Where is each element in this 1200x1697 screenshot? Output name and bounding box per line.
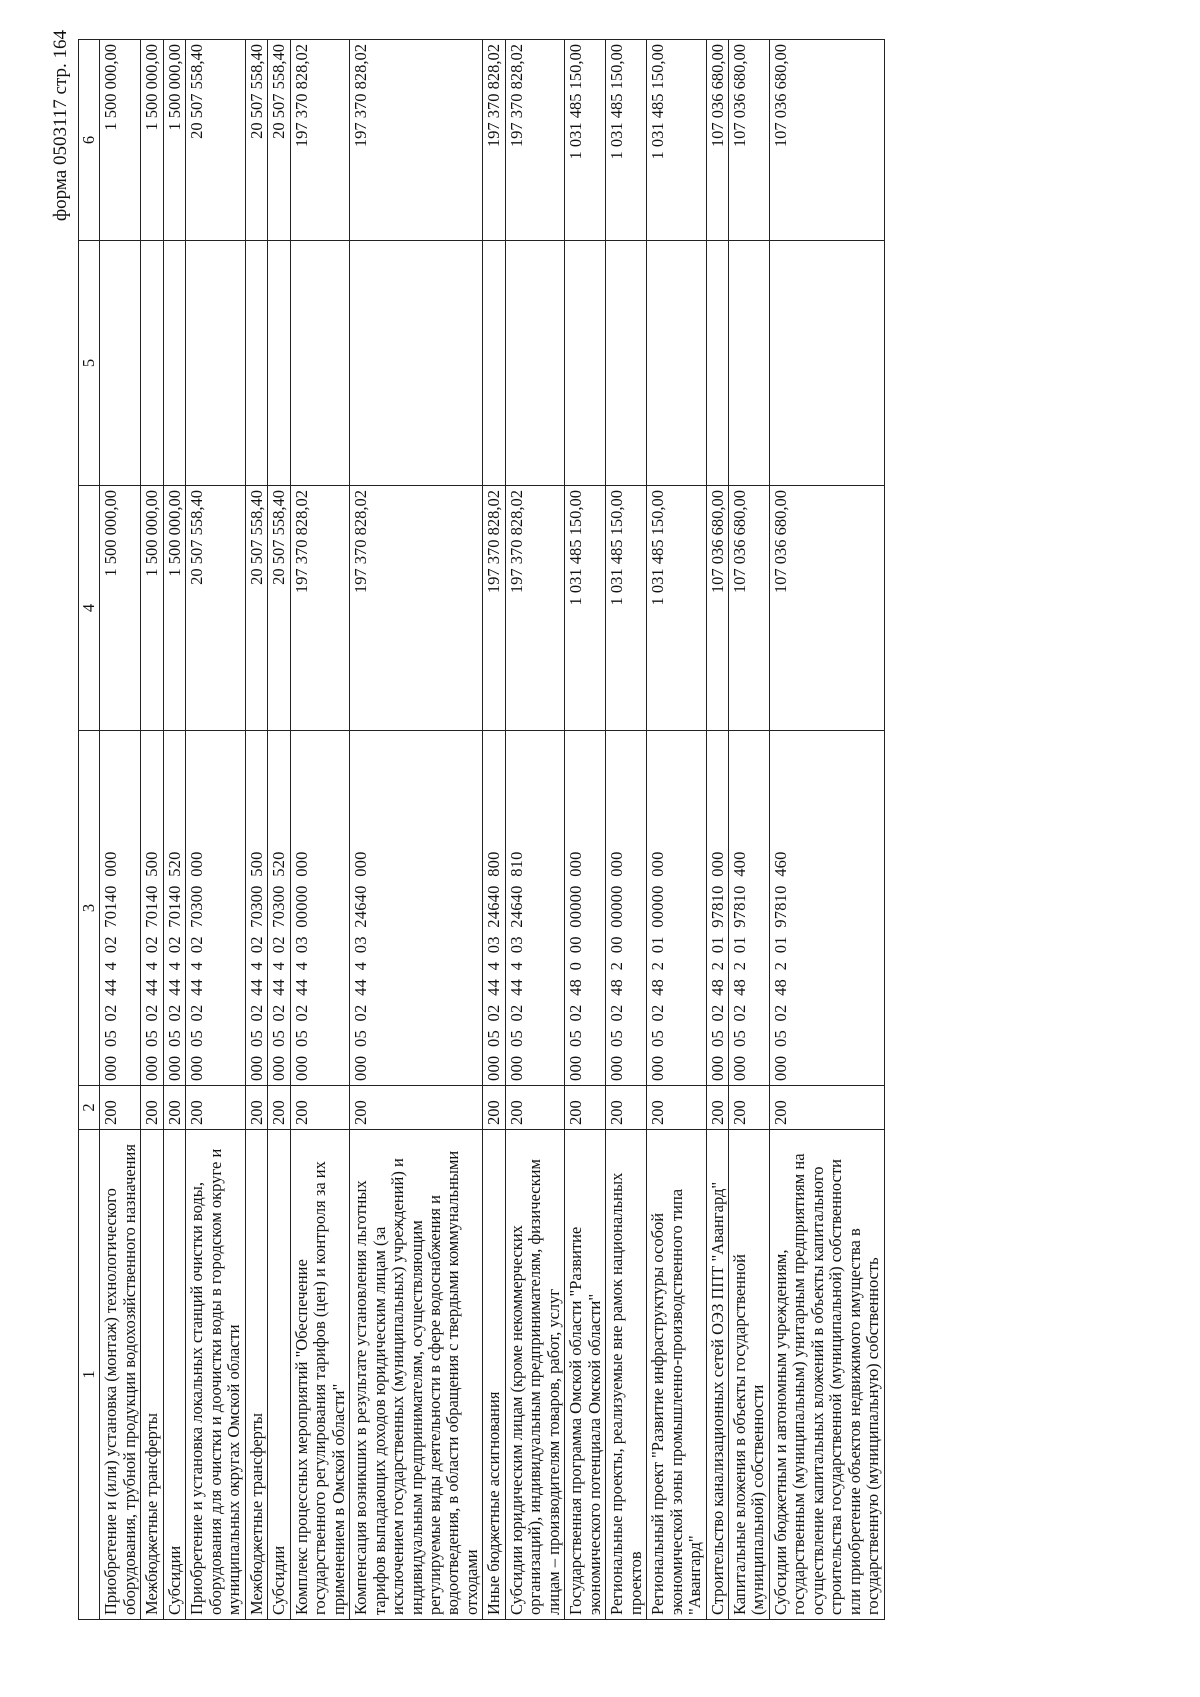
- row-line-code: 200: [350, 1086, 483, 1130]
- row-approved-amount: 197 370 828,02: [483, 486, 505, 731]
- row-name: Комплекс процессных мероприятий "Обеспечение государственного регулирования тарифов (цен) и контроля за их применением в Омской области": [290, 1130, 349, 1620]
- table-row: [268, 40, 290, 1620]
- table-row: [186, 40, 245, 1620]
- row-executed-amount: [483, 241, 505, 486]
- table-row: [706, 40, 728, 1620]
- row-line-code: 200: [163, 1086, 185, 1130]
- row-executed-amount: [141, 241, 163, 486]
- row-line-code: 200: [268, 1086, 290, 1130]
- row-budget-code: 000 05 02 44 4 02 70140 500: [141, 731, 163, 1086]
- row-approved-amount: 1 500 000,00: [141, 486, 163, 731]
- row-unexecuted-amount: 1 031 485 150,00: [606, 40, 647, 241]
- row-executed-amount: [163, 241, 185, 486]
- row-line-code: 200: [141, 1086, 163, 1130]
- row-unexecuted-amount: 1 500 000,00: [100, 40, 141, 241]
- row-unexecuted-amount: 1 500 000,00: [141, 40, 163, 241]
- row-budget-code: 000 05 02 44 4 02 70300 520: [268, 731, 290, 1086]
- row-unexecuted-amount: 107 036 680,00: [769, 40, 884, 241]
- row-executed-amount: [350, 241, 483, 486]
- row-line-code: 200: [706, 1086, 728, 1130]
- header-cell: 5: [79, 241, 100, 486]
- row-name: Строительство канализационных сетей ОЭЗ ППТ "Авангард": [706, 1130, 728, 1620]
- row-line-code: 200: [606, 1086, 647, 1130]
- row-name: Субсидии: [163, 1130, 185, 1620]
- row-budget-code: 000 05 02 48 2 01 00000 000: [647, 731, 706, 1086]
- row-name: Капитальные вложения в объекты государственной (муниципальной) собственности: [729, 1130, 770, 1620]
- row-approved-amount: 107 036 680,00: [706, 486, 728, 731]
- row-executed-amount: [706, 241, 728, 486]
- header-cell: 4: [79, 486, 100, 731]
- row-approved-amount: 1 500 000,00: [163, 486, 185, 731]
- row-line-code: 200: [290, 1086, 349, 1130]
- header-cell: 2: [79, 1086, 100, 1130]
- header-cell: 3: [79, 731, 100, 1086]
- row-name: Приобретение и (или) установка (монтаж) технологического оборудования, трубной продукции водохозяйственного назначения: [100, 1130, 141, 1620]
- row-line-code: 200: [186, 1086, 245, 1130]
- row-approved-amount: 197 370 828,02: [505, 486, 564, 731]
- row-name: Межбюджетные трансферты: [141, 1130, 163, 1620]
- row-approved-amount: 197 370 828,02: [350, 486, 483, 731]
- row-name: Субсидии бюджетным и автономным учреждениям, государственным (муниципальным) унитарным предприятиям на осуществление капитальных вложений в объекты капитального строительства государственной (муниципальной) собственности или приобретение объектов недвижимого имущества в государственную (муниципальную) собственность: [769, 1130, 884, 1620]
- row-budget-code: 000 05 02 48 2 01 97810 460: [769, 731, 884, 1086]
- row-line-code: 200: [729, 1086, 770, 1130]
- row-approved-amount: 1 031 485 150,00: [565, 486, 606, 731]
- table-row: [483, 40, 505, 1620]
- header-row: [79, 40, 100, 1620]
- row-name: Межбюджетные трансферты: [245, 1130, 267, 1620]
- row-budget-code: 000 05 02 44 4 02 70140 000: [100, 731, 141, 1086]
- row-executed-amount: [606, 241, 647, 486]
- row-approved-amount: 107 036 680,00: [769, 486, 884, 731]
- row-name: Приобретение и установка локальных станций очистки воды, оборудования для очистки и доочистки воды в городском округе и муниципальных округах Омской области: [186, 1130, 245, 1620]
- row-approved-amount: 1 031 485 150,00: [647, 486, 706, 731]
- row-line-code: 200: [565, 1086, 606, 1130]
- row-approved-amount: 20 507 558,40: [268, 486, 290, 731]
- row-unexecuted-amount: 20 507 558,40: [268, 40, 290, 241]
- table-row: [769, 40, 884, 1620]
- row-name: Субсидии: [268, 1130, 290, 1620]
- row-budget-code: 000 05 02 44 4 03 24640 000: [350, 731, 483, 1086]
- row-line-code: 200: [505, 1086, 564, 1130]
- row-unexecuted-amount: 107 036 680,00: [706, 40, 728, 241]
- table-row: [141, 40, 163, 1620]
- row-budget-code: 000 05 02 44 4 02 70300 000: [186, 731, 245, 1086]
- row-executed-amount: [647, 241, 706, 486]
- row-name: Субсидии юридическим лицам (кроме некоммерческих организаций), индивидуальным предпринимателям, физическим лицам – производителям товаров, работ, услуг: [505, 1130, 564, 1620]
- row-unexecuted-amount: 20 507 558,40: [186, 40, 245, 241]
- table-row: [290, 40, 349, 1620]
- table-row: [606, 40, 647, 1620]
- row-name: Компенсация возникших в результате установления льготных тарифов выпадающих доходов юридическим лицам (за исключением государственных (муниципальных) учреждений) и индивидуальным предпринимателям, осуществляющим регулируемые виды деятельности в сфере водоснабжения и водоотведения, в области обращения с твердыми коммунальными отходами: [350, 1130, 483, 1620]
- row-name: Иные бюджетные ассигнования: [483, 1130, 505, 1620]
- row-approved-amount: 20 507 558,40: [245, 486, 267, 731]
- header-cell: 1: [79, 1130, 100, 1620]
- row-budget-code: 000 05 02 48 2 00 00000 000: [606, 731, 647, 1086]
- row-budget-code: 000 05 02 44 4 03 24640 800: [483, 731, 505, 1086]
- row-executed-amount: [729, 241, 770, 486]
- row-executed-amount: [186, 241, 245, 486]
- row-budget-code: 000 05 02 48 0 00 00000 000: [565, 731, 606, 1086]
- rotated-page: [50, 0, 1130, 1620]
- row-unexecuted-amount: 197 370 828,02: [350, 40, 483, 241]
- row-unexecuted-amount: 107 036 680,00: [729, 40, 770, 241]
- row-budget-code: 000 05 02 48 2 01 97810 400: [729, 731, 770, 1086]
- row-name: Региональный проект "Развитие инфраструктуры особой экономической зоны промышленно-производственного типа "Авангард": [647, 1130, 706, 1620]
- table-row: [100, 40, 141, 1620]
- row-approved-amount: 1 500 000,00: [100, 486, 141, 731]
- row-unexecuted-amount: 1 031 485 150,00: [565, 40, 606, 241]
- row-approved-amount: 107 036 680,00: [729, 486, 770, 731]
- row-line-code: 200: [647, 1086, 706, 1130]
- table-row: [163, 40, 185, 1620]
- row-executed-amount: [100, 241, 141, 486]
- row-unexecuted-amount: 197 370 828,02: [483, 40, 505, 241]
- row-budget-code: 000 05 02 44 4 03 00000 000: [290, 731, 349, 1086]
- row-line-code: 200: [245, 1086, 267, 1130]
- report-table: [78, 39, 885, 1620]
- row-executed-amount: [290, 241, 349, 486]
- row-unexecuted-amount: 197 370 828,02: [505, 40, 564, 241]
- row-executed-amount: [505, 241, 564, 486]
- header-cell: 6: [79, 40, 100, 241]
- row-executed-amount: [769, 241, 884, 486]
- row-executed-amount: [245, 241, 267, 486]
- form-label: форма 0503117 стр. 164: [50, 30, 71, 222]
- row-budget-code: 000 05 02 48 2 01 97810 000: [706, 731, 728, 1086]
- table-row: [245, 40, 267, 1620]
- table-row: [350, 40, 483, 1620]
- table-row: [505, 40, 564, 1620]
- row-executed-amount: [268, 241, 290, 486]
- row-approved-amount: 1 031 485 150,00: [606, 486, 647, 731]
- table-row: [729, 40, 770, 1620]
- row-budget-code: 000 05 02 44 4 02 70300 500: [245, 731, 267, 1086]
- row-executed-amount: [565, 241, 606, 486]
- row-line-code: 200: [769, 1086, 884, 1130]
- row-budget-code: 000 05 02 44 4 03 24640 810: [505, 731, 564, 1086]
- row-unexecuted-amount: 1 500 000,00: [163, 40, 185, 241]
- row-name: Государственная программа Омской области "Развитие экономического потенциала Омской области": [565, 1130, 606, 1620]
- row-approved-amount: 20 507 558,40: [186, 486, 245, 731]
- row-budget-code: 000 05 02 44 4 02 70140 520: [163, 731, 185, 1086]
- row-approved-amount: 197 370 828,02: [290, 486, 349, 731]
- row-unexecuted-amount: 197 370 828,02: [290, 40, 349, 241]
- table-row: [565, 40, 606, 1620]
- row-line-code: 200: [483, 1086, 505, 1130]
- row-line-code: 200: [100, 1086, 141, 1130]
- row-unexecuted-amount: 20 507 558,40: [245, 40, 267, 241]
- table-row: [647, 40, 706, 1620]
- row-name: Региональные проекты, реализуемые вне рамок национальных проектов: [606, 1130, 647, 1620]
- row-unexecuted-amount: 1 031 485 150,00: [647, 40, 706, 241]
